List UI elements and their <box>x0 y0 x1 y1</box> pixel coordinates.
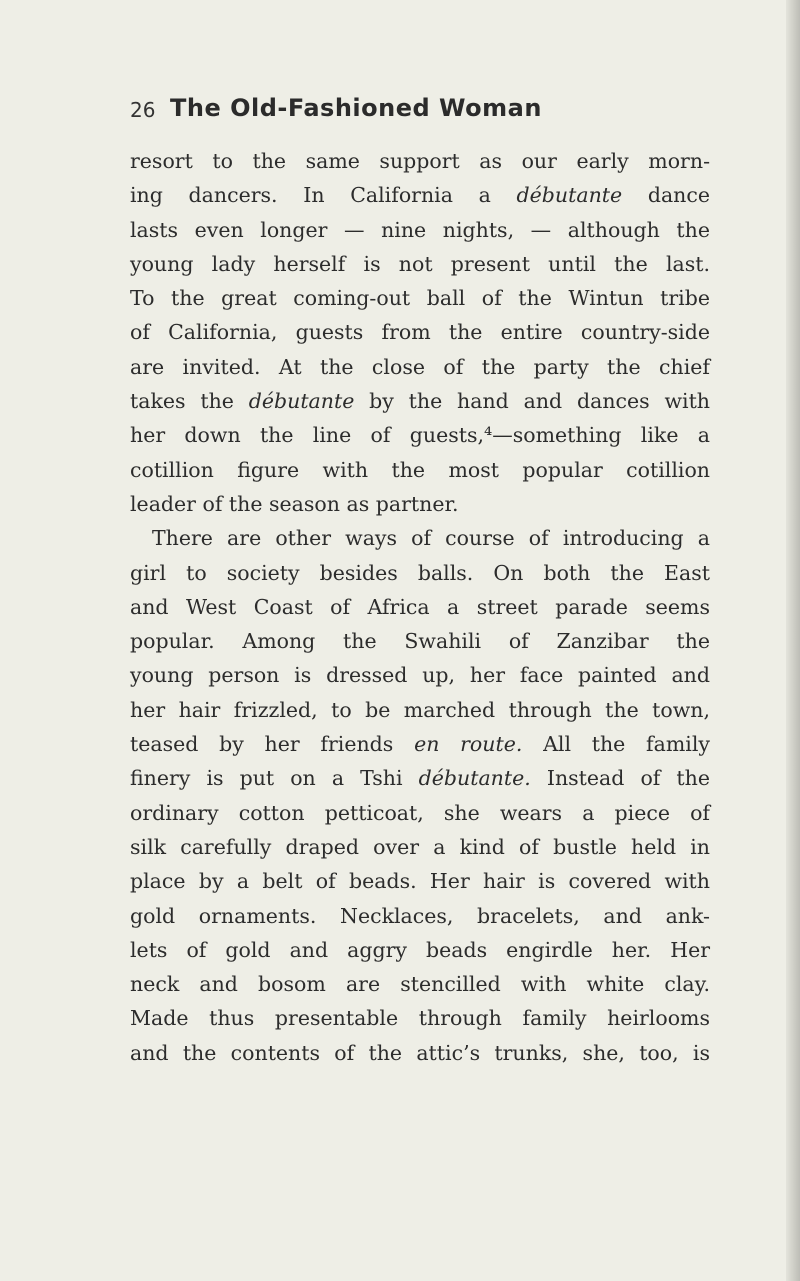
running-head-title: The Old-Fashioned Woman <box>170 94 542 122</box>
text-line: silk carefully draped over a kind of bustle held in <box>130 834 710 859</box>
text-line: ordinary cotton petticoat, she wears a piece of <box>130 800 710 825</box>
footnote-mark: ⁴ <box>484 423 493 448</box>
text-line: lasts even longer — nine nights, — although the <box>130 217 710 242</box>
text-line: takes the débutante by the hand and dances with <box>130 389 711 414</box>
text-line: are invited. At the close of the party the chief <box>130 354 710 379</box>
text-line: cotillion figure with the most popular cotillion <box>130 457 710 482</box>
text-line: girl to society besides balls. On both the East <box>130 560 710 585</box>
text-line: of California, guests from the entire country-side <box>130 320 710 345</box>
text-line: neck and bosom are stencilled with white clay. <box>130 972 710 997</box>
page-number: 26 <box>130 98 156 122</box>
text-line: gold ornaments. Necklaces, bracelets, and ank- <box>130 903 710 928</box>
text-line: finery is put on a Tshi débutante. Instead of the <box>130 766 711 791</box>
text-line: and the contents of the attic’s trunks, she, too, is <box>130 1040 710 1065</box>
text-line: young lady herself is not present until the last. <box>130 251 710 276</box>
page-header <box>130 94 690 130</box>
text-line: her hair frizzled, to be marched through the town, <box>130 697 710 722</box>
text-line: Made thus presentable through family heirlooms <box>130 1006 710 1031</box>
text-line: popular. Among the Swahili of Zanzibar the <box>130 629 710 654</box>
text-line: There are other ways of course of introducing a <box>152 526 710 551</box>
text-line: lets of gold and aggry beads engirdle her. Her <box>130 937 710 962</box>
text-line: her down the line of guests,⁴—something like a <box>130 423 710 448</box>
body-text <box>130 144 710 1070</box>
text-line: young person is dressed up, her face painted and <box>130 663 710 688</box>
text-line: ing dancers. In California a débutante dance <box>130 183 710 208</box>
text-line: place by a belt of beads. Her hair is covered with <box>130 869 710 894</box>
text-line: teased by her friends en route. All the family <box>130 732 710 757</box>
text-line: To the great coming-out ball of the Wintun tribe <box>130 286 710 311</box>
text-line: resort to the same support as our early morn- <box>130 149 710 173</box>
text-line: and West Coast of Africa a street parade seems <box>130 594 710 619</box>
text-line: leader of the season as partner. <box>130 491 459 516</box>
page-edge-shadow <box>786 0 800 1281</box>
